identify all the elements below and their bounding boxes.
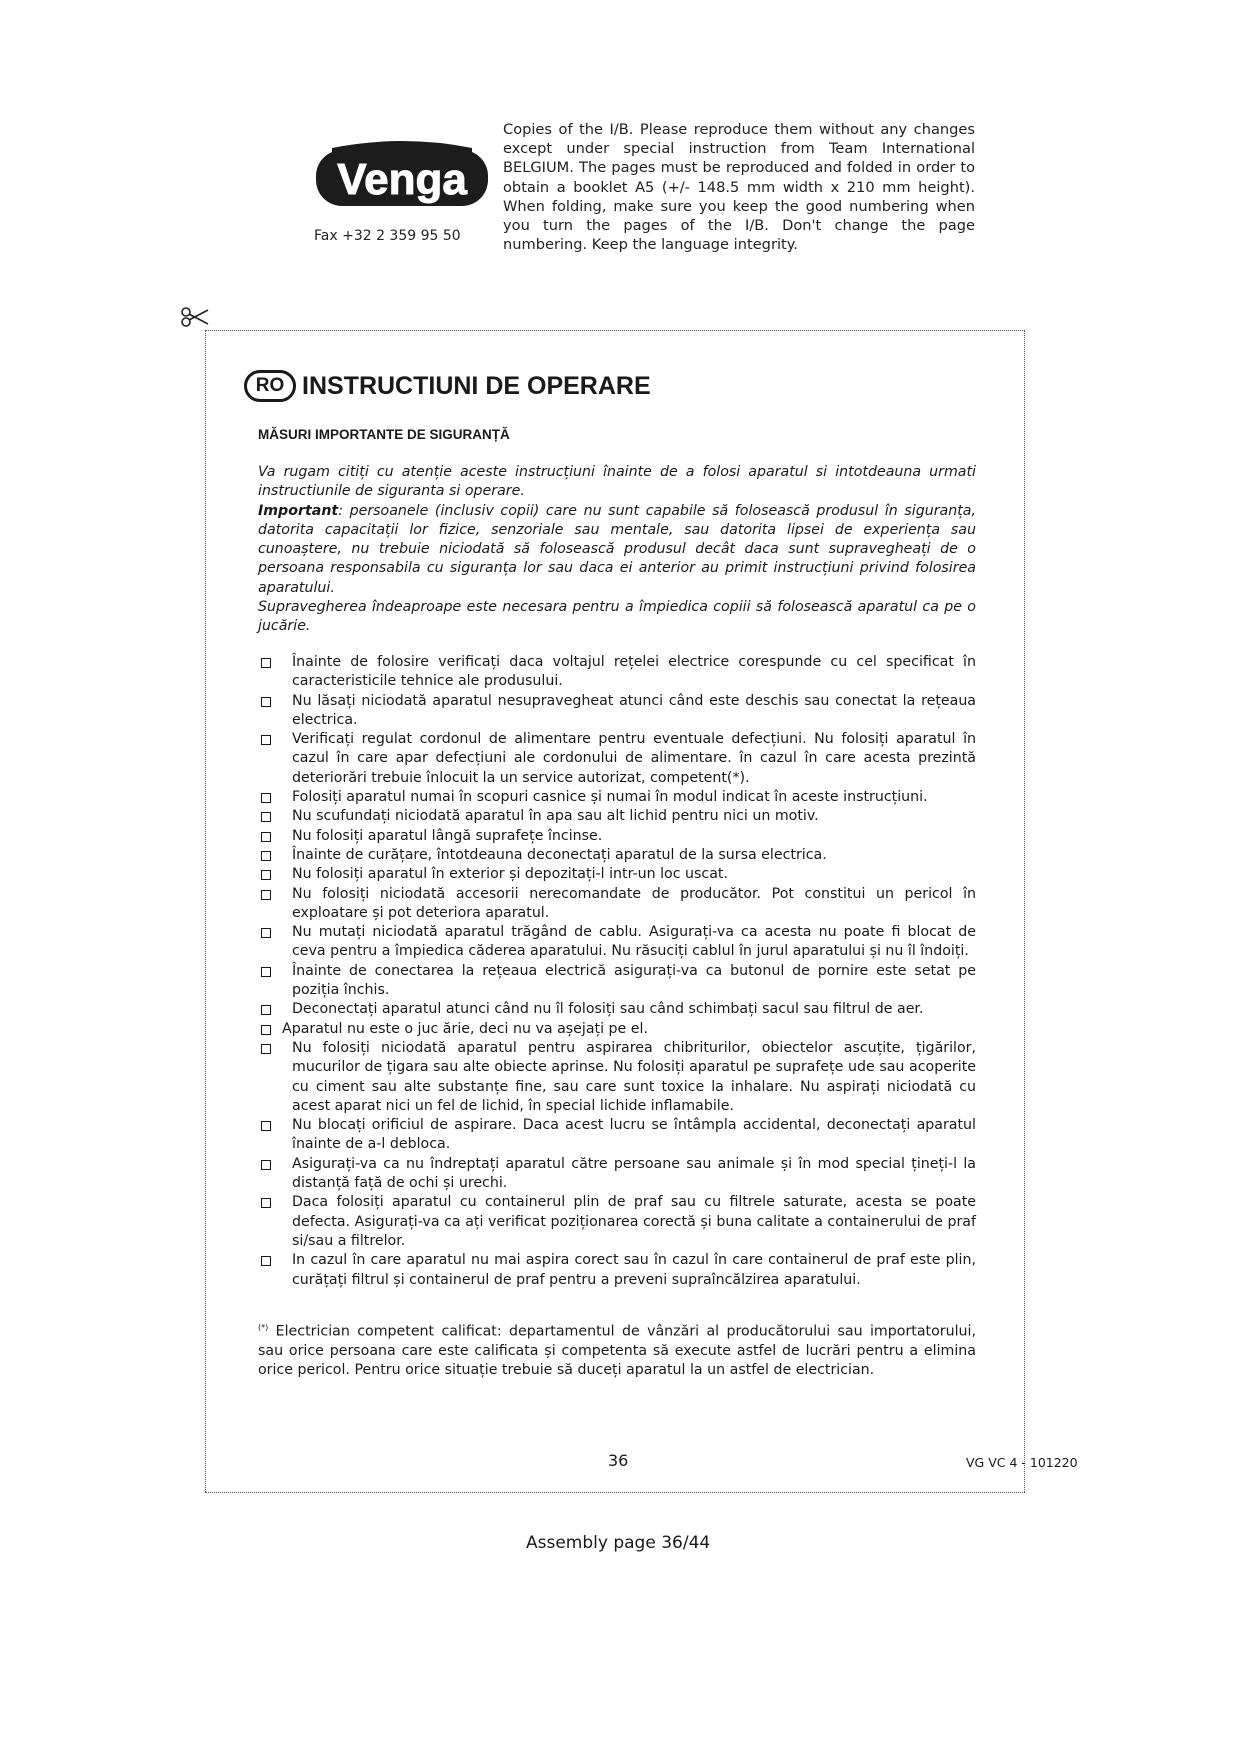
- model-code: VG VC 4 - 101220: [966, 1455, 1078, 1470]
- fax-number: Fax +32 2 359 95 50: [314, 228, 461, 244]
- checkbox-bullet-icon: [261, 735, 271, 745]
- logo-text: Venga: [337, 155, 467, 204]
- list-item: In cazul în care aparatul nu mai aspira corect sau în cazul în care containerul de praf este plin, curățați filtrul și containerul de praf pentru a preveni supraîncălzirea aparatului.: [258, 1251, 976, 1290]
- list-item: Asigurați-va ca nu îndreptați aparatul către persoane sau animale și în mod special țineți-l la distanță față de ochi și urechi.: [258, 1155, 976, 1194]
- list-item: Aparatul nu este o juc ărie, deci nu va așejați pe el.: [258, 1020, 976, 1039]
- list-item: Nu folosiți aparatul lângă suprafețe încinse.: [258, 827, 976, 846]
- cut-line-top: [205, 330, 1025, 331]
- list-item: Nu mutați niciodată aparatul trăgând de cablu. Asigurați-va ca acesta nu poate fi blocat de ceva pentru a împiedica căderea aparatului. Nu răsuciți cablul în jurul aparatului și nu îl îndoiți.: [258, 923, 976, 962]
- checkbox-bullet-icon: [261, 658, 271, 668]
- footnote: [258, 1318, 976, 1381]
- page-number: 36: [608, 1451, 629, 1470]
- checkbox-bullet-icon: [261, 1256, 271, 1266]
- scissors-icon: [180, 305, 210, 329]
- language-badge: RO: [244, 370, 296, 402]
- intro-block: [258, 463, 976, 637]
- section-heading: [244, 370, 651, 402]
- list-item: Înainte de conectarea la rețeaua electrică asigurați-va ca butonul de pornire este setat pe poziția închis.: [258, 962, 976, 1001]
- important-label: Important: [258, 502, 339, 519]
- intro-paragraph: Va rugam citiți cu atenție aceste instrucțiuni înainte de a folosi aparatul si intotdeauna urmati instructiunile de siguranta si operare.: [258, 464, 976, 500]
- checkbox-bullet-icon: [261, 1025, 271, 1035]
- list-item: Nu blocați orificiul de aspirare. Daca acest lucru se întâmpla accidental, deconectați aparatul înainte de a-l debloca.: [258, 1116, 976, 1155]
- list-item: Nu scufundați niciodată aparatul în apa sau alt lichid pentru nici un motiv.: [258, 807, 976, 826]
- copies-instruction: Copies of the I/B. Please reproduce them without any changes except under special instruction from Team International BELGIUM. The pages must be reproduced and folded in order to obtain a booklet A5 (+/- 148.5 mm width x 210 mm height). When folding, make sure you keep the good numbering when you turn the pages of the I/B. Don't change the page numbering. Keep the language integrity.: [503, 121, 975, 254]
- venga-logo-graphic: [312, 136, 492, 216]
- list-item: Deconectați aparatul atunci când nu îl folosiți sau când schimbați sacul sau filtrul de aer.: [258, 1000, 976, 1019]
- checkbox-bullet-icon: [261, 812, 271, 822]
- checkbox-bullet-icon: [261, 870, 271, 880]
- list-item: Nu lăsați niciodată aparatul nesupravegheat atunci când este deschis sau conectat la rețeaua electrica.: [258, 692, 976, 731]
- cut-line-bottom: [205, 1492, 1025, 1493]
- safety-title: MĂSURI IMPORTANTE DE SIGURANȚĂ: [258, 427, 510, 442]
- checkbox-bullet-icon: [261, 793, 271, 803]
- supervision-paragraph: Supravegherea îndeaproape este necesara pentru a împiedica copiii să folosească aparatul ca pe o jucărie.: [258, 599, 976, 635]
- important-paragraph: [258, 502, 976, 598]
- checkbox-bullet-icon: [261, 928, 271, 938]
- assembly-page: Assembly page 36/44: [526, 1533, 711, 1553]
- important-text: : persoanele (inclusiv copii) care nu sunt capabile să folosească produsul în siguranța, datorita capacitații lor fizice, senzoriale sau mentale, sau datorita lipsei de experiența sau cunoaștere, nu trebuie niciodată să folosească produsul decât daca sunt supravegheați de o persoana responsabila cu siguranța lor sau daca ei anterior au primit instrucțiuni privind folosirea aparatului.: [258, 502, 976, 596]
- footnote-text: Electrician competent calificat: departamentul de vânzări al producătorului sau importatorului, sau orice persoana care este calificata și competenta să execute astfel de lucrări pentru a elimina orice pericol. Pentru orice situație trebuie să duceți aparatul la un astfel de electrician.: [258, 1323, 976, 1379]
- list-item: Înainte de curățare, întotdeauna deconectați aparatul de la sursa electrica.: [258, 846, 976, 865]
- cut-line-right: [1024, 330, 1025, 1492]
- list-item: Daca folosiți aparatul cu containerul plin de praf sau cu filtrele saturate, acesta se poate defecta. Asigurați-va ca ați verificat poziționarea corectă și buna calitate a containerului de praf si/sau a filtrelor.: [258, 1193, 976, 1251]
- list-item: Nu folosiți niciodată accesorii nerecomandate de producător. Pot constitui un pericol în exploatare și pot deteriora aparatul.: [258, 885, 976, 924]
- checkbox-bullet-icon: [261, 1005, 271, 1015]
- checkbox-bullet-icon: [261, 1121, 271, 1131]
- list-item: Nu folosiți niciodată aparatul pentru aspirarea chibriturilor, obiectelor ascuțite, țigărilor, mucurilor de țigara sau alte obiecte aprinse. Nu folosiți aparatul pe suprafețe ude sau acoperite cu ciment sau alte substanțe fine, sau care sunt toxice la inhalare. Nu aspirați niciodată cu acest aparat nici un fel de lichid, în special lichide inflamabile.: [258, 1039, 976, 1116]
- safety-list: [258, 653, 976, 1290]
- footnote-mark: (*): [258, 1323, 269, 1332]
- checkbox-bullet-icon: [261, 1198, 271, 1208]
- checkbox-bullet-icon: [261, 697, 271, 707]
- checkbox-bullet-icon: [261, 1044, 271, 1054]
- checkbox-bullet-icon: [261, 890, 271, 900]
- checkbox-bullet-icon: [261, 851, 271, 861]
- venga-logo: [312, 136, 492, 216]
- list-item: Nu folosiți aparatul în exterior și depozitați-l intr-un loc uscat.: [258, 865, 976, 884]
- list-item: Verificați regulat cordonul de alimentare pentru eventuale defecțiuni. Nu folosiți aparatul în cazul în care apar defecțiuni ale cordonului de alimentare. în cazul în care acesta prezintă deteriorări trebuie înlocuit la un service autorizat, competent(*).: [258, 730, 976, 788]
- checkbox-bullet-icon: [261, 1160, 271, 1170]
- list-item: Înainte de folosire verificați daca voltajul rețelei electrice corespunde cu cel specificat în caracteristicile tehnice ale produsului.: [258, 653, 976, 692]
- checkbox-bullet-icon: [261, 967, 271, 977]
- section-title: INSTRUCTIUNI DE OPERARE: [302, 371, 651, 400]
- list-item: Folosiți aparatul numai în scopuri casnice și numai în modul indicat în aceste instrucțiuni.: [258, 788, 976, 807]
- checkbox-bullet-icon: [261, 832, 271, 842]
- cut-line-left: [205, 330, 206, 1492]
